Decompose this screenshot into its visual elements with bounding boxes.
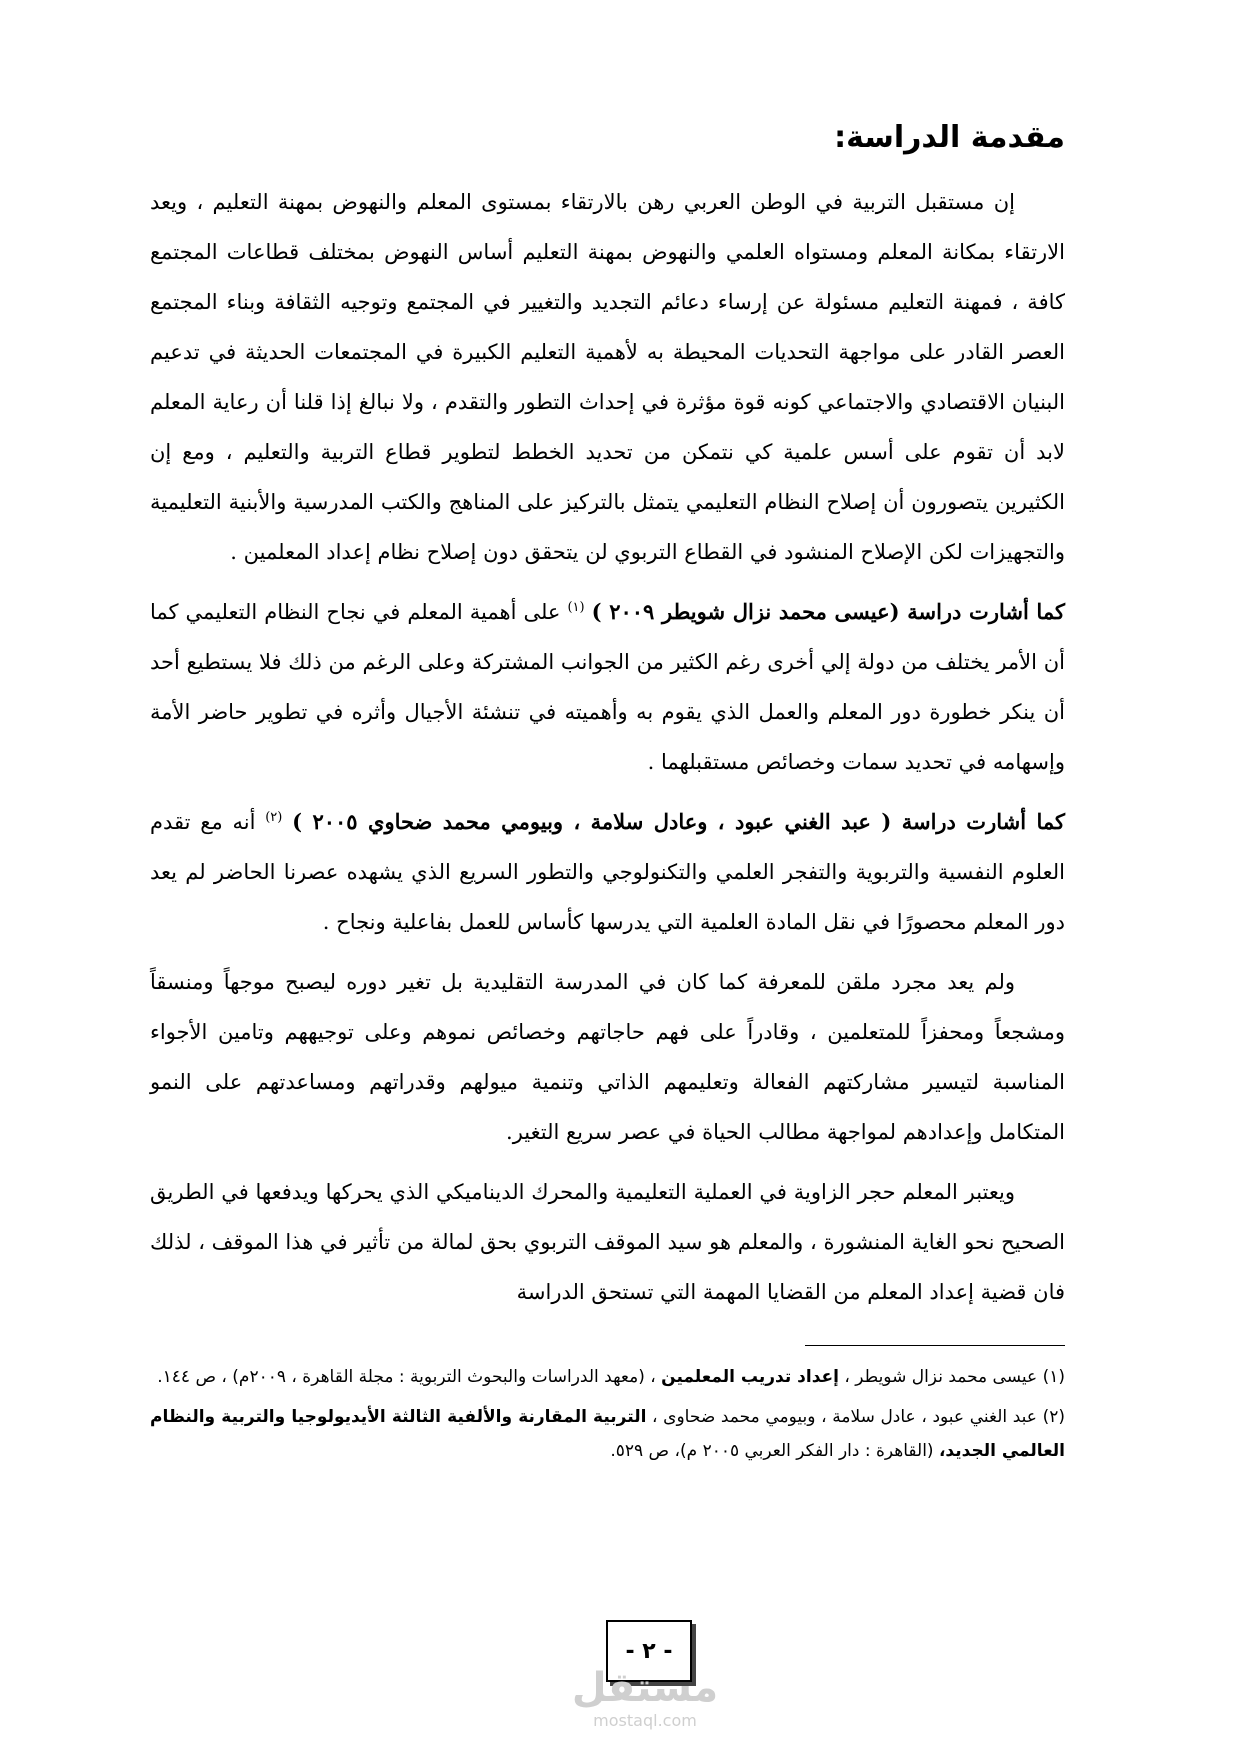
section-title: مقدمة الدراسة: xyxy=(834,120,1065,155)
footnote-ref-1[interactable]: (١) xyxy=(567,600,585,615)
paragraph-intro: إن مستقبل التربية في الوطن العربي رهن بالارتقاء بمستوى المعلم والنهوض بمهنة التعليم ، ويعد الارتقاء بمكانة المعلم ومستواه العلمي والنهوض بمهنة التعليم أساس النهوض بمختلف قطاعات المجتمع كافة ، فمهنة التعليم مسئولة عن إرساء دعائم التجديد والتغيير في المجتمع وتوجيه الثقافة وبناء المجتمع العصر القادر على مواجهة التحديات المحيطة به لأهمية التعليم الكبيرة في المجتمعات الحديثة في تدعيم البنيان الاقتصادي والاجتماعي كونه قوة مؤثرة في إحداث التطور والتقدم ، ولا نبالغ إذا قلنا أن رعاية المعلم لابد أن تقوم على أسس علمية كي نتمكن من تحديد الخطط لتطوير قطاع التربية والتعليم ، ومع إن الكثيرين يتصورون أن إصلاح النظام التعليمي يتمثل بالتركيز على المناهج والكتب المدرسية والأبنية التعليمية والتجهيزات لكن الإصلاح المنشود في القطاع التربوي لن يتحقق دون إصلاح نظام إعداد المعلمين . xyxy=(150,190,1065,564)
footnote-text: (القاهرة : دار الفكر العربي ٢٠٠٥ م)، ص ٥٢٩. xyxy=(610,1441,939,1461)
page-number: - ٢ - xyxy=(606,1620,692,1682)
footnote-book-title: التربية المقارنة والألفية الثالثة الأيديولوجيا والتربية والنظام العالمي الجديد، xyxy=(150,1407,1065,1461)
footnote-text: عيسى محمد نزال شويطر ، xyxy=(838,1367,1043,1387)
footnote-book-title: إعداد تدريب المعلمين xyxy=(661,1367,839,1387)
footnote-1 xyxy=(150,1360,1065,1394)
paragraph-study-2 xyxy=(150,797,1065,947)
document-page xyxy=(150,120,1065,1474)
footnote-text: عبد الغني عبود ، عادل سلامة ، وبيومي محمد ضحاوى ، xyxy=(646,1407,1043,1427)
footnote-divider xyxy=(805,1345,1065,1346)
paragraph-text: على أهمية المعلم في نجاح النظام التعليمي كما أن الأمر يختلف من دولة إلي أخرى رغم الكثير من الجوانب المشتركة وعلى الرغم من ذلك فلا يستطيع أحد أن ينكر خطورة دور المعلم والعمل الذي يقوم به وأهميته في تنشئة الأجيال وأثره في تطوير حاضر الأمة وإسهامه في تحديد سمات وخصائص مستقبلهما . xyxy=(150,600,1065,774)
citation-lead: كما أشارت دراسة (عيسى محمد نزال شويطر ٢٠٠٩ ) xyxy=(591,599,1065,624)
footnote-text: ، (معهد الدراسات والبحوث التربوية : مجلة القاهرة ، ٢٠٠٩م) ، ص ١٤٤. xyxy=(157,1367,662,1387)
citation-lead: كما أشارت دراسة ( عبد الغني عبود ، وعادل سلامة ، وبيومي محمد ضحاوي ٢٠٠٥ ) xyxy=(292,809,1065,834)
footnote-ref-2[interactable]: (٢) xyxy=(265,810,283,825)
watermark-arabic: مستقل xyxy=(571,1665,719,1711)
paragraph-teacher: ويعتبر المعلم حجر الزاوية في العملية التعليمية والمحرك الديناميكي الذي يحركها ويدفعها في الطريق الصحيح نحو الغاية المنشورة ، والمعلم هو سيد الموقف التربوي بحق لمالة من تأثير في هذا الموقف ، لذلك فان قضية إعداد المعلم من القضايا المهمة التي تستحق الدراسة xyxy=(150,1180,1065,1304)
watermark-latin: mostaql.com xyxy=(593,1711,697,1730)
paragraph-study-1 xyxy=(150,587,1065,787)
footnote-2 xyxy=(150,1400,1065,1468)
footnote-number: (١) xyxy=(1042,1367,1065,1387)
paragraph-text: أنه مع تقدم العلوم النفسية والتربوية والتفجر العلمي والتكنولوجي والتطور السريع الذي يشهده عصرنا الحاضر لم يعد دور المعلم محصورًا في نقل المادة العلمية التي يدرسها كأساس للعمل بفاعلية ونجاح . xyxy=(150,810,1065,934)
paragraph-role: ولم يعد مجرد ملقن للمعرفة كما كان في المدرسة التقليدية بل تغير دوره ليصبح موجهاً ومنسقاً ومشجعاً ومحفزاً للمتعلمين ، وقادراً على فهم حاجاتهم وخصائص نموهم وعلى توجيههم وتامين الأجواء المناسبة لتيسير مشاركتهم الفعالة وتعليمهم الذاتي وتنمية ميولهم وقدراتهم ومساعدتهم على النمو المتكامل وإعدادهم لمواجهة مطالب الحياة في عصر سريع التغير. xyxy=(150,970,1065,1144)
footnote-number: (٢) xyxy=(1042,1407,1065,1427)
watermark-logo xyxy=(560,1665,730,1730)
